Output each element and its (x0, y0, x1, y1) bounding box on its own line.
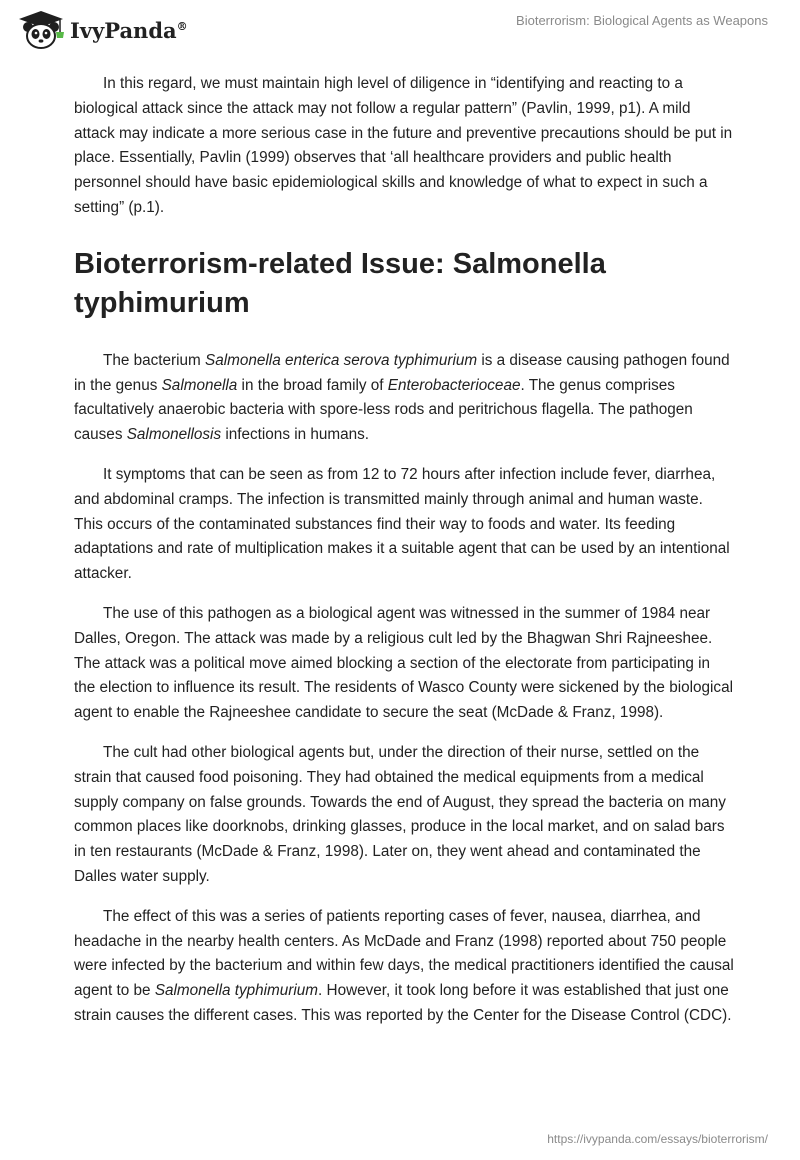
ivypanda-logo[interactable] (16, 10, 188, 50)
page-header (0, 0, 800, 60)
paragraph-intro: In this regard, we must maintain high level of diligence in “identifying and reacting to a biological attack since the attack may not follow a regular pattern” (Pavlin, 1999, p1). A mild attack may indicate a more serious case in the future and preventive precautions should be put in place. Essentially, Pavlin (1999) observes that ‘all healthcare providers and public health personnel should have basic epidemiological skills and knowledge of what to expect in such a setting” (p.1). (74, 75, 733, 216)
brand-name: IvyPanda® (70, 17, 188, 43)
paragraph-effect: The effect of this was a series of patients reporting cases of fever, nausea, diarrhea, and headache in the nearby health centers. As McDade and Franz (1998) reported about 750 people were infected by the bacterium and within few days, the medical practitioners identified the causal agent to be Salmonella typhimurium. However, it took long before it was established that just one strain causes the different cases. This was reported by the Center for the Disease Control (CDC). (74, 907, 734, 1024)
panda-graduate-icon (16, 10, 66, 50)
source-url[interactable]: https://ivypanda.com/essays/bioterrorism/ (547, 1132, 768, 1146)
document-title: Bioterrorism: Biological Agents as Weapons (516, 13, 768, 28)
article-body (74, 72, 734, 1044)
section-heading: Bioterrorism-related Issue: Salmonella typhimurium (74, 247, 606, 319)
paragraph-bacterium: The bacterium Salmonella enterica serova typhimurium is a disease causing pathogen found in the genus Salmonella in the broad family of Enterobacterioceae. The genus comprises facultatively anaerobic bacteria with spore-less rods and peritrichous flagella. The pathogen causes Salmonellosis infections in humans. (74, 351, 730, 444)
paragraph-cult: The cult had other biological agents but, under the direction of their nurse, settled on the strain that caused food poisoning. They had obtained the medical equipments from a medical supply company on false grounds. Towards the end of August, they spread the bacteria on many common places like doorknobs, drinking glasses, produce in the local market, and on salad bars in ten restaurants (McDade & Franz, 1998). Later on, they went ahead and contaminated the Dalles water supply. (74, 743, 726, 885)
paragraph-symptoms: It symptoms that can be seen as from 12 to 72 hours after infection include fever, diarrhea, and abdominal cramps. The infection is transmitted mainly through animal and human waste. This occurs of the contaminated substances find their way to foods and water. Its feeding adaptations and rate of multiplication makes it a suitable agent that can be used by an intentional attacker. (74, 465, 730, 583)
paragraph-attack-1984: The use of this pathogen as a biological agent was witnessed in the summer of 1984 near Dalles, Oregon. The attack was made by a religious cult led by the Bhagwan Shri Rajneeshee. The attack was a political move aimed blocking a section of the electorate from participating in the election to influence its result. The residents of Wasco County were sickened by the biological agent to enable the Rajneeshee candidate to secure the seat (McDade & Franz, 1998). (74, 604, 733, 722)
